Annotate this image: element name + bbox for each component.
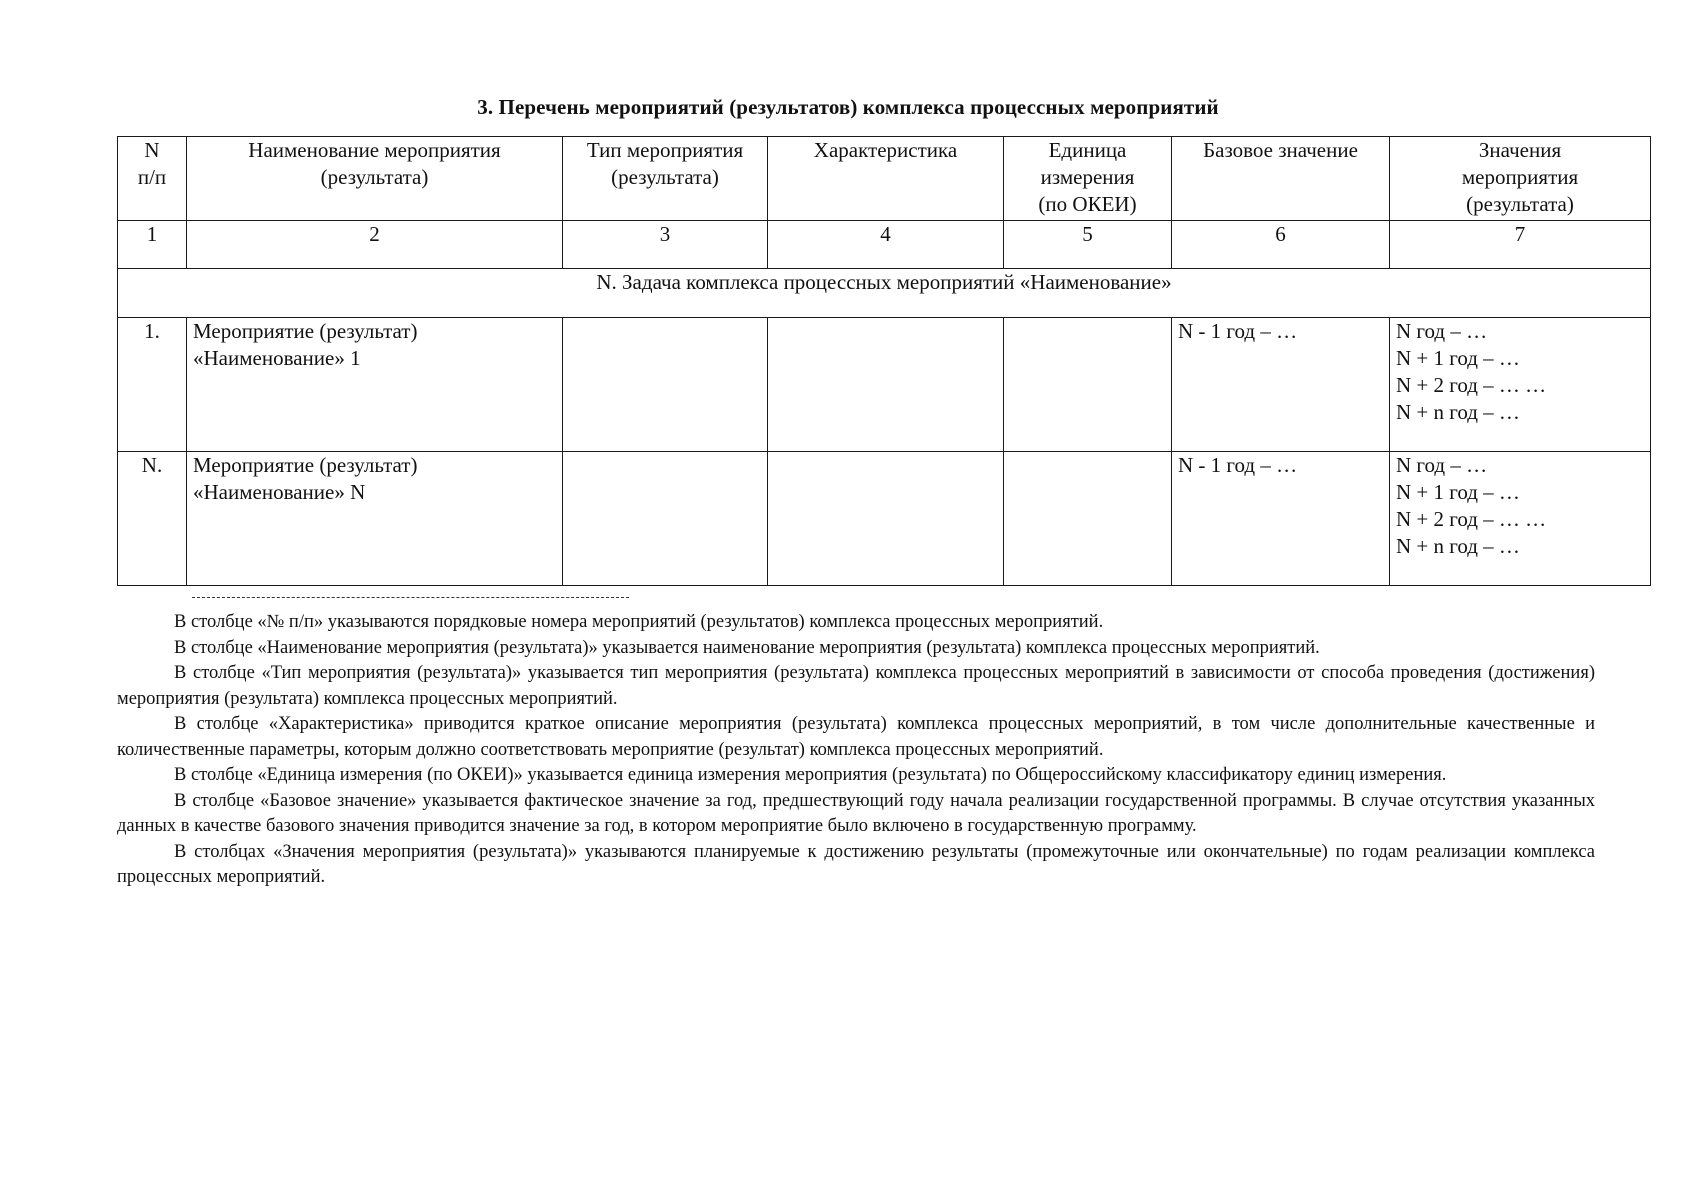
text-line: «Наименование» N <box>193 480 366 504</box>
header-cell <box>768 137 1004 221</box>
column-number: 2 <box>187 221 563 269</box>
table-row <box>118 452 1651 586</box>
footnote-divider <box>192 597 629 598</box>
note-paragraph: В столбце «№ п/п» указываются порядковые номера мероприятий (результатов) комплекса процессных мероприятий. <box>174 612 1104 632</box>
column-number: 7 <box>1390 221 1651 269</box>
text-line: Базовое значение <box>1203 138 1358 162</box>
activity-characteristic <box>768 318 1004 452</box>
text-line: Значения <box>1478 138 1562 162</box>
note-paragraph: В столбце «Характеристика» приводится краткое описание мероприятия (результата) комплекса процессных мероприятий, в том числе дополнительные качественные и количественные параметры, которым должно соответствовать мероприятие (результат) комплекса процессных мероприятий. <box>117 714 1595 760</box>
text-line: Тип мероприятия <box>586 138 744 162</box>
activity-name <box>187 318 563 452</box>
column-number: 1 <box>118 221 187 269</box>
activity-values <box>1390 452 1651 586</box>
activity-type <box>563 452 768 586</box>
header-row <box>118 137 1651 221</box>
row-index: 1. <box>118 318 187 452</box>
page-title: 3. Перечень мероприятий (результатов) комплекса процессных мероприятий <box>477 95 1219 119</box>
header-cell <box>563 137 768 221</box>
column-number: 4 <box>768 221 1004 269</box>
text-line: Мероприятие (результат) <box>193 453 418 477</box>
task-row <box>118 269 1651 318</box>
activities-table <box>117 136 1651 586</box>
text-line: N год – … <box>1396 453 1488 477</box>
header-cell <box>1004 137 1172 221</box>
text-line: п/п <box>137 165 167 189</box>
activity-base-value: N - 1 год – … <box>1172 452 1390 586</box>
text-line: Характеристика <box>813 138 958 162</box>
note-paragraph: В столбце «Тип мероприятия (результата)» указывается тип мероприятия (результата) комплекса процессных мероприятий в зависимости от способа проведения (достижения) мероприятия (результата) комплекса процессных мероприятий. <box>117 663 1595 709</box>
activity-unit <box>1004 452 1172 586</box>
text-line: N + 2 год – … … <box>1396 373 1547 397</box>
table-row <box>118 318 1651 452</box>
header-cell <box>1172 137 1390 221</box>
text-line: N + 1 год – … <box>1396 346 1520 370</box>
text-line: мероприятия <box>1461 165 1579 189</box>
note-paragraph: В столбцах «Значения мероприятия (результата)» указываются планируемые к достижению результаты (промежуточные или окончательные) по годам реализации комплекса процессных мероприятий. <box>117 841 1595 887</box>
column-number: 3 <box>563 221 768 269</box>
text-line: (результата) <box>611 165 719 189</box>
text-line: N + 1 год – … <box>1396 480 1520 504</box>
activity-characteristic <box>768 452 1004 586</box>
activity-values <box>1390 318 1651 452</box>
text-line: измерения <box>1040 165 1135 189</box>
text-line: N <box>144 138 160 162</box>
task-cell: N. Задача комплекса процессных мероприятий «Наименование» <box>118 269 1651 318</box>
text-line: (по ОКЕИ) <box>1038 192 1137 216</box>
column-number: 6 <box>1172 221 1390 269</box>
activity-unit <box>1004 318 1172 452</box>
text-line: N + n год – … <box>1396 400 1520 424</box>
text-line: N год – … <box>1396 319 1488 343</box>
text-line: N + 2 год – … … <box>1396 507 1547 531</box>
text-line: Наименование мероприятия <box>248 138 501 162</box>
activity-name <box>187 452 563 586</box>
column-number-row <box>118 221 1651 269</box>
text-line: (результата) <box>320 165 429 189</box>
text-line: (результата) <box>1466 192 1574 216</box>
note-paragraph: В столбце «Базовое значение» указывается фактическое значение за год, предшествующий году начала реализации государственной программы. В случае отсутствия указанных данных в качестве базового значения приводится значение за год, в котором мероприятие было включено в государственную программу. <box>117 790 1595 836</box>
activity-type <box>563 318 768 452</box>
text-line: N + n год – … <box>1396 534 1520 558</box>
row-index: N. <box>118 452 187 586</box>
note-paragraph: В столбце «Единица измерения (по ОКЕИ)» указывается единица измерения мероприятия (результата) по Общероссийскому классификатору единиц измерения. <box>174 765 1447 785</box>
activity-base-value: N - 1 год – … <box>1172 318 1390 452</box>
notes-section <box>117 610 1595 891</box>
header-cell <box>118 137 187 221</box>
text-line: Мероприятие (результат) <box>193 319 418 343</box>
header-cell <box>1390 137 1651 221</box>
note-paragraph: В столбце «Наименование мероприятия (результата)» указывается наименование мероприятия (результата) комплекса процессных мероприятий. <box>174 637 1320 658</box>
header-cell <box>187 137 563 221</box>
column-number: 5 <box>1004 221 1172 269</box>
text-line: «Наименование» 1 <box>193 346 361 370</box>
text-line: Единица <box>1048 138 1127 162</box>
